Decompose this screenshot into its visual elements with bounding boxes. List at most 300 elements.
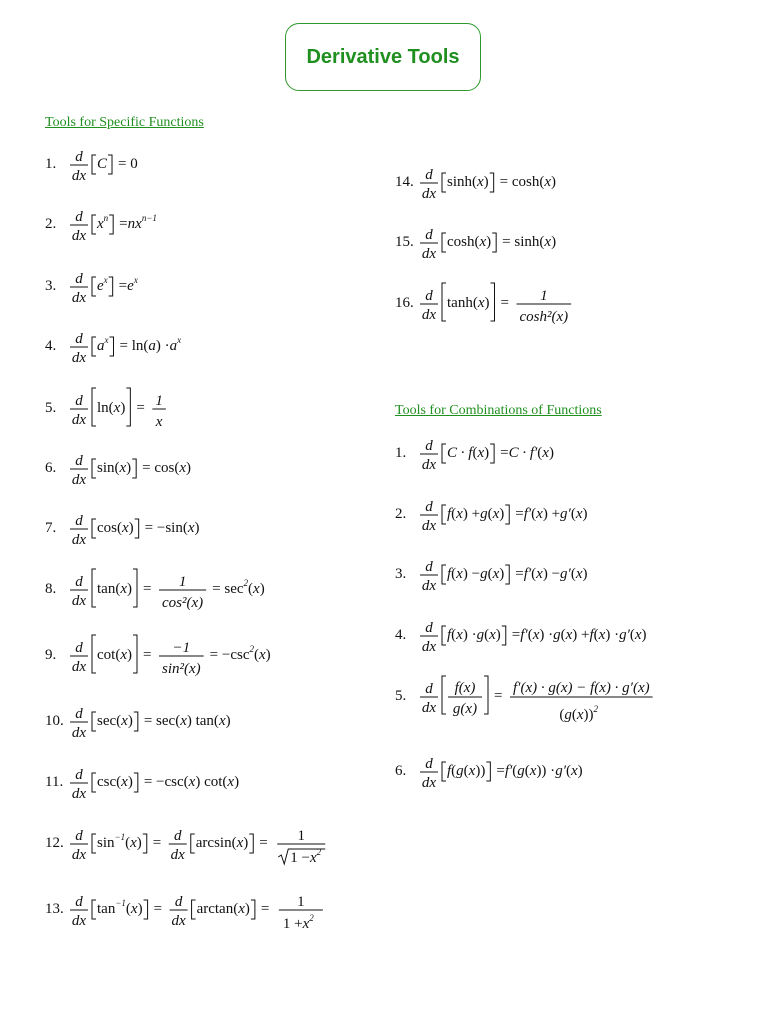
formula-text: = ln( xyxy=(119,338,149,354)
formula-text: x xyxy=(492,566,500,582)
formula-text: ) xyxy=(548,445,554,461)
right-bracket xyxy=(490,444,494,463)
formula-text: x xyxy=(456,566,463,582)
derivative-d: d xyxy=(425,227,433,243)
formula-text: ) xyxy=(551,234,557,250)
combo-formula-1 xyxy=(395,438,554,473)
right-bracket xyxy=(490,173,494,192)
right-bracket xyxy=(109,277,113,296)
formula-text: x xyxy=(236,835,244,851)
formula-text: ln( xyxy=(97,400,114,416)
left-bracket xyxy=(92,215,96,234)
formula-number: 8. xyxy=(45,581,57,597)
formula-text: g′ xyxy=(619,627,630,643)
left-bracket xyxy=(442,676,446,714)
derivative-d: d xyxy=(425,559,433,575)
formula-text: ) + xyxy=(572,627,590,643)
left-bracket xyxy=(92,337,96,356)
formula-text: g xyxy=(456,763,464,779)
formula-text: ( xyxy=(524,763,530,779)
formula-text: e xyxy=(97,278,104,294)
formula-text: g′ xyxy=(560,566,571,582)
formula-3 xyxy=(45,271,138,306)
equals: = xyxy=(153,901,163,917)
formula-text: x xyxy=(253,581,260,597)
equals: = xyxy=(500,295,509,311)
formula-text: )) · xyxy=(536,763,556,779)
formula-text: e xyxy=(127,278,134,294)
derivative-d: d xyxy=(75,828,83,844)
formula-text: x xyxy=(456,627,463,643)
right-bracket xyxy=(134,773,138,792)
formula-text: g xyxy=(564,707,572,723)
left-bracket xyxy=(92,834,96,853)
formula-text: f′ xyxy=(523,506,532,522)
page-title: Derivative Tools xyxy=(306,45,460,68)
formula-text: = cosh( xyxy=(499,174,545,190)
formula-text: tan( xyxy=(97,581,121,597)
rhs-fraction-numerator: f′(x) · g(x) − f(x) · g′(x) xyxy=(513,680,650,696)
formula-text: x xyxy=(302,916,310,932)
formula-text: ( xyxy=(531,566,537,582)
formula-text: x xyxy=(532,627,540,643)
formula-text: x xyxy=(227,774,235,790)
section-heading-combinations: Tools for Combinations of Functions xyxy=(395,403,602,418)
formula-text: ( xyxy=(531,506,537,522)
derivative-d: d xyxy=(425,620,433,636)
right-bracket xyxy=(133,635,137,673)
formula-number: 3. xyxy=(45,278,57,294)
left-bracket xyxy=(92,277,96,296)
derivative-d: d xyxy=(75,767,83,783)
combo-formula-5 xyxy=(395,676,653,723)
formula-text: n−1 xyxy=(141,213,157,223)
formula-number: 14. xyxy=(395,174,414,190)
combo-formula-3 xyxy=(395,559,588,594)
formula-text: 2 xyxy=(593,704,598,714)
formula-text: x xyxy=(103,275,108,285)
derivative-d: d xyxy=(425,167,433,183)
formula-text: x xyxy=(565,627,573,643)
formula-text: = xyxy=(118,278,128,294)
formula-text: ) · xyxy=(539,627,554,643)
formula-text: 2 xyxy=(249,644,254,654)
quotient-inner-numerator: f(x) xyxy=(454,680,476,696)
formula-text: 2 xyxy=(316,847,322,857)
left-bracket xyxy=(192,900,196,919)
equals: = xyxy=(143,647,152,663)
left-bracket xyxy=(442,505,446,524)
left-bracket xyxy=(442,444,446,463)
equals: = xyxy=(259,835,268,851)
formula-text: cos( xyxy=(97,520,122,536)
derivative-d: d xyxy=(75,271,83,287)
formula-text: cosh( xyxy=(447,234,480,250)
formula-text: )) xyxy=(583,707,594,723)
formula-text: tan xyxy=(97,901,116,917)
rhs-fraction-numerator: 1 xyxy=(297,894,305,910)
formula-text: = xyxy=(119,216,128,232)
formula-text: x xyxy=(119,460,127,476)
formula-number: 6. xyxy=(45,460,57,476)
right-bracket xyxy=(132,459,136,478)
formula-rhs: = 0 xyxy=(118,156,138,172)
formula-text: ( xyxy=(125,835,131,851)
derivative-d: d xyxy=(75,331,83,347)
formula-number: 13. xyxy=(45,901,64,917)
left-bracket xyxy=(442,283,446,321)
right-bracket xyxy=(126,388,130,426)
formula-text: f xyxy=(447,627,452,643)
combo-formula-6 xyxy=(395,756,583,791)
formula-text: ) xyxy=(225,713,231,729)
formula-number: 5. xyxy=(395,688,407,704)
formula-text: ) + xyxy=(542,506,561,522)
derivative-d: d xyxy=(75,513,83,529)
formula-text: sec( xyxy=(97,713,122,729)
formula-text: x xyxy=(570,763,578,779)
rhs-fraction-denominator: sin²(x) xyxy=(162,661,201,677)
derivative-d: d xyxy=(75,393,83,409)
formula-12 xyxy=(45,828,325,866)
formula-text: f xyxy=(447,506,452,522)
formula-text: ) xyxy=(577,763,583,779)
formula-text: 2 xyxy=(243,578,249,588)
derivative-dx: dx xyxy=(71,659,87,675)
formula-text: x xyxy=(238,901,245,917)
right-bracket xyxy=(108,155,112,174)
formula-number: 2. xyxy=(395,506,407,522)
quotient-inner-denominator: g(x) xyxy=(452,701,478,717)
formula-text: = xyxy=(500,445,509,461)
formula-text: x xyxy=(489,627,496,643)
formula-text: ( xyxy=(484,627,490,643)
combo-formula-2 xyxy=(395,499,588,534)
derivative-dx: dx xyxy=(421,639,437,655)
derivative-d: d xyxy=(174,894,183,910)
formula-13 xyxy=(45,894,323,932)
formula-text: x xyxy=(97,216,104,232)
formula-text: x xyxy=(130,835,137,851)
formula-text: ( xyxy=(571,707,577,723)
formula-text: ( xyxy=(248,581,254,597)
formula-text: tanh( xyxy=(447,295,478,311)
formula-text: ) xyxy=(127,581,132,597)
formula-6 xyxy=(45,453,191,488)
formula-number: 4. xyxy=(45,338,57,354)
left-bracket xyxy=(92,569,96,607)
formula-text: n xyxy=(103,213,109,223)
formula-text: ) xyxy=(137,901,143,917)
derivative-d: d xyxy=(75,894,83,910)
rhs-fraction-denominator: cos²(x) xyxy=(162,595,204,611)
formula-text: ) tan( xyxy=(186,713,219,729)
right-bracket xyxy=(251,900,255,919)
left-bracket xyxy=(191,834,195,853)
derivative-dx: dx xyxy=(421,186,437,202)
derivative-dx: dx xyxy=(71,913,87,929)
formula-text: ) xyxy=(499,506,505,522)
formula-text: ( xyxy=(560,627,566,643)
formula-text: ) xyxy=(484,445,490,461)
left-bracket xyxy=(442,762,446,781)
derivative-d: d xyxy=(75,209,83,225)
formula-text: ( xyxy=(593,627,599,643)
right-bracket xyxy=(249,834,253,853)
formula-text: csc( xyxy=(97,774,122,790)
left-bracket xyxy=(92,635,96,673)
formula-text: ) xyxy=(194,520,200,536)
formula-text: x xyxy=(536,506,543,522)
derivative-dx: dx xyxy=(71,228,87,244)
derivative-dx: dx xyxy=(421,700,437,716)
derivative-d: d xyxy=(75,706,83,722)
left-bracket xyxy=(92,155,96,174)
formula-14 xyxy=(395,167,556,202)
derivative-d: d xyxy=(75,574,83,590)
formula-text: x xyxy=(456,506,463,522)
formula-text: ) xyxy=(499,566,505,582)
formula-text: ( xyxy=(570,566,576,582)
formula-11 xyxy=(45,767,239,802)
formula-text: x xyxy=(104,335,109,345)
formula-text: ) xyxy=(120,400,126,416)
derivative-dx: dx xyxy=(421,307,437,323)
left-bracket xyxy=(92,459,96,478)
right-bracket xyxy=(144,900,148,919)
formula-text: ( xyxy=(253,647,259,663)
formula-text: ) xyxy=(486,234,492,250)
formula-text: ) xyxy=(127,647,132,663)
rhs-fraction-numerator: −1 xyxy=(172,640,191,656)
formula-text: f′ xyxy=(504,763,513,779)
derivative-d: d xyxy=(174,828,182,844)
formula-text: x xyxy=(575,506,583,522)
formula-text: ( xyxy=(570,506,576,522)
formula-text: ( xyxy=(487,506,493,522)
formula-text: ( xyxy=(537,445,543,461)
formula-text: cot( xyxy=(97,647,121,663)
right-bracket xyxy=(505,505,509,524)
formula-text: = −csc( xyxy=(143,774,189,790)
formula-text: x xyxy=(113,400,121,416)
formula-text: ) · xyxy=(155,338,170,354)
formula-text: ( xyxy=(125,901,131,917)
left-bracket xyxy=(442,233,446,252)
formula-text: x xyxy=(133,275,138,285)
formula-text: ) − xyxy=(542,566,561,582)
formula-text: ( xyxy=(487,566,493,582)
formula-text: ( xyxy=(472,445,478,461)
formula-text: ) xyxy=(186,460,192,476)
formula-text: sin( xyxy=(97,460,120,476)
formula-text: )) xyxy=(475,763,486,779)
formula-text: ( xyxy=(559,707,565,723)
derivative-dx: dx xyxy=(71,847,87,863)
derivative-d: d xyxy=(425,288,433,304)
rhs-fraction-denominator: x xyxy=(155,414,163,430)
right-bracket xyxy=(502,626,506,645)
formula-text: x xyxy=(121,713,128,729)
left-bracket xyxy=(92,712,96,731)
equals: = xyxy=(136,400,145,416)
formula-text: ) xyxy=(259,581,265,597)
left-bracket xyxy=(442,173,446,192)
combo-formula-4 xyxy=(395,620,647,655)
formula-text: ( xyxy=(463,763,469,779)
formula-text: ( xyxy=(527,627,533,643)
formula-text: ) + xyxy=(462,506,481,522)
formula-text: x xyxy=(120,581,127,597)
formula-5 xyxy=(45,388,166,430)
left-bracket xyxy=(442,565,446,584)
derivative-dx: dx xyxy=(421,457,437,473)
derivative-dx: dx xyxy=(170,847,185,863)
equals: = xyxy=(152,835,162,851)
equals: = xyxy=(260,901,270,917)
formula-number: 1. xyxy=(395,445,407,461)
formula-text: x xyxy=(634,627,642,643)
formula-text: −1 xyxy=(114,832,126,842)
formula-text: ) xyxy=(128,520,134,536)
formula-text: ( xyxy=(451,506,457,522)
formula-text: ) xyxy=(234,774,240,790)
equals: = xyxy=(494,688,503,704)
formula-text: = −csc xyxy=(209,647,250,663)
formula-text: x xyxy=(188,774,196,790)
formula-number: 6. xyxy=(395,763,407,779)
formula-text: ( xyxy=(512,763,518,779)
formula-text: ( xyxy=(451,627,457,643)
formula-text: ) xyxy=(136,835,142,851)
formula-number: 5. xyxy=(45,400,57,416)
formula-text: −1 xyxy=(115,898,126,908)
formula-text: = xyxy=(515,566,524,582)
formula-text: ) xyxy=(551,174,557,190)
formula-text: 2 xyxy=(309,913,314,923)
formula-number: 12. xyxy=(45,835,64,851)
formula-8 xyxy=(45,569,265,611)
formula-number: 10. xyxy=(45,713,64,729)
formula-text: x xyxy=(477,174,484,190)
formula-text: C xyxy=(97,156,108,172)
left-bracket xyxy=(442,626,446,645)
derivative-d: d xyxy=(425,681,433,697)
right-bracket xyxy=(491,283,495,321)
formula-text: = sec xyxy=(212,581,244,597)
right-bracket xyxy=(133,569,137,607)
formula-text: x xyxy=(468,763,476,779)
formula-7 xyxy=(45,513,200,548)
formula-text: f xyxy=(589,627,594,643)
formula-text: ( xyxy=(565,763,571,779)
formula-text: a xyxy=(148,338,156,354)
formula-text: sinh( xyxy=(447,174,477,190)
formula-text: x xyxy=(180,713,187,729)
formula-text: arctan( xyxy=(196,901,239,917)
formula-text: 1 − xyxy=(290,850,310,866)
derivative-dx: dx xyxy=(421,578,437,594)
derivative-d: d xyxy=(425,438,433,454)
formula-text: ) xyxy=(243,835,249,851)
formula-text: ) xyxy=(127,713,133,729)
formula-text: g xyxy=(517,763,525,779)
formula-text: x xyxy=(529,763,537,779)
formula-text: ) · xyxy=(462,627,477,643)
derivative-dx: dx xyxy=(71,532,87,548)
formula-text: 1 + xyxy=(282,916,303,932)
right-bracket xyxy=(134,712,138,731)
right-bracket xyxy=(110,337,114,356)
formula-text: x xyxy=(576,707,584,723)
formula-text: = xyxy=(496,763,505,779)
formula-text: x xyxy=(544,174,552,190)
rhs-fraction-numerator: 1 xyxy=(178,574,187,590)
formula-text: x xyxy=(598,627,606,643)
left-bracket xyxy=(92,519,96,538)
formula-1 xyxy=(45,149,138,184)
formula-text: f xyxy=(447,566,452,582)
rhs-fraction-numerator: 1 xyxy=(297,828,305,844)
formula-text: = −sin( xyxy=(144,520,188,536)
formula-text: x xyxy=(121,774,128,790)
derivative-d: d xyxy=(425,756,433,772)
formula-text: g xyxy=(480,506,488,522)
formula-16 xyxy=(395,283,571,325)
formula-text: = xyxy=(515,506,524,522)
formula-text: x xyxy=(544,234,552,250)
section-heading-specific: Tools for Specific Functions xyxy=(45,115,204,130)
formula-text: x xyxy=(179,460,187,476)
derivative-d: d xyxy=(425,499,433,515)
formula-text: ) xyxy=(483,174,489,190)
equals: = xyxy=(143,581,152,597)
formula-text: x xyxy=(120,647,127,663)
right-bracket xyxy=(135,519,139,538)
formula-text: ( xyxy=(451,566,457,582)
formula-text: = sinh( xyxy=(502,234,545,250)
formula-text: x xyxy=(477,295,485,311)
formula-text: g′ xyxy=(555,763,566,779)
formula-text: arcsin( xyxy=(195,835,237,851)
formula-number: 11. xyxy=(45,774,64,790)
formula-text: ) xyxy=(484,295,490,311)
formula-text: ) xyxy=(582,566,588,582)
formula-text: = xyxy=(511,627,521,643)
formula-text: x xyxy=(177,335,182,345)
derivative-dx: dx xyxy=(421,246,437,262)
formula-text: x xyxy=(309,850,317,866)
derivative-d: d xyxy=(75,453,83,469)
formula-text: = cos( xyxy=(142,460,180,476)
formula-text: a xyxy=(97,338,105,354)
formula-text: ) xyxy=(244,901,250,917)
formula-text: ( xyxy=(451,763,457,779)
left-bracket xyxy=(92,900,96,919)
formula-text: ) xyxy=(265,647,271,663)
formula-text: x xyxy=(479,234,487,250)
formula-text: x xyxy=(258,647,266,663)
formula-10 xyxy=(45,706,231,741)
formula-number: 3. xyxy=(395,566,407,582)
rhs-fraction-numerator: 1 xyxy=(155,393,163,409)
derivative-dx: dx xyxy=(71,593,87,609)
derivative-dx: dx xyxy=(421,518,437,534)
formula-number: 1. xyxy=(45,156,57,172)
formula-text: x xyxy=(187,520,195,536)
formula-text: x xyxy=(542,445,549,461)
formula-text: x xyxy=(536,566,543,582)
